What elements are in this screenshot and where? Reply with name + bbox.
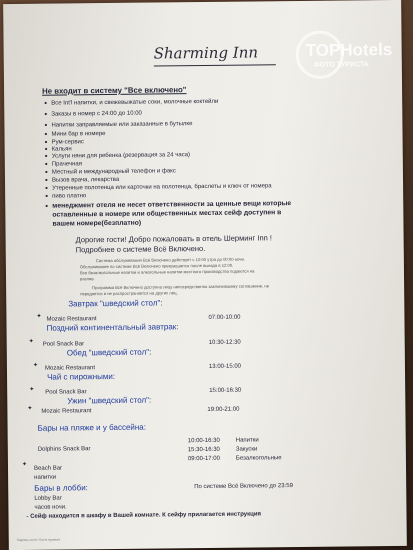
welcome-small-5: Программа Всё Включено доступна лицу непосредственно заключившему соглашение, не — [92, 283, 270, 291]
bullet-icon: • — [44, 98, 48, 108]
bar-time: 09:00-17:00 — [187, 455, 220, 463]
lobby-note: По системе Всё Включено до 23:59 — [194, 483, 293, 491]
list-item: Утеренные полотенца или карточки на полотенца, браслеты и ключ от номера — [52, 183, 272, 192]
bullet-icon: • — [44, 151, 48, 161]
lobby-bar: Lobby Bar — [34, 495, 62, 502]
watermark-brand: TOPHotels — [305, 40, 393, 60]
meal-time: 13:00-15:00 — [208, 363, 242, 370]
bullet-icon: • — [44, 120, 48, 130]
welcome-line2: Подробнее о системе Всё Включено. — [75, 243, 206, 255]
footer-note: Подпись гостя / Guest signature — [16, 537, 61, 542]
bars-title: Бары на пляже и у бассейна: — [37, 422, 146, 433]
bullet-icon: • — [44, 137, 48, 147]
welcome-line1: Дорогие гости! Добро пожаловать в отель Шерминг Inn ! — [75, 233, 273, 245]
bullet-icon: • — [45, 201, 49, 211]
bar-label: Закуски — [235, 446, 258, 453]
meal-title: Завтрак "шведский стол": — [68, 298, 163, 309]
bullet-icon: • — [44, 159, 48, 169]
meal-place: Mozaic Restaurant — [41, 408, 92, 415]
meal-title: Поздний континентальный завтрак: — [46, 322, 179, 333]
welcome-small-1: Система обслуживания Всё Включено действует с 10:00 утра до 00:00 ночи. — [95, 256, 245, 264]
list-item: Напитки заправляемые или заказанные в бутылке — [51, 121, 193, 129]
meal-title: Ужин "шведский стол": — [67, 395, 152, 406]
logo-underline — [154, 64, 276, 66]
meal-time: 19:00-21:00 — [207, 406, 240, 413]
meal-title: Обед "шведский стол": — [66, 347, 152, 358]
list-item: Все Int'l напитки, и свежевыжатые соки, молочные коктейли — [51, 98, 219, 107]
welcome-small-4: разлив. — [80, 276, 95, 282]
beach-bar: Beach Bar — [33, 465, 63, 472]
list-item: Рум-сервис — [51, 139, 84, 146]
list-item: Местный и международный телефон и факс — [51, 168, 176, 176]
bar-label: Напитки — [235, 437, 259, 444]
meal-place: Pool Snack Bar — [42, 341, 85, 348]
welcome-small-6: передается и не распространяется на других лиц. — [80, 290, 178, 297]
list-item: Услуги няни для ребенка (резервация за 24 часа) — [51, 152, 191, 160]
paper-sheet — [3, 0, 407, 550]
list-item: Кальян — [51, 146, 72, 153]
bullet-icon: • — [44, 175, 48, 185]
bar-time: 15:30-16:30 — [187, 446, 220, 454]
pin-icon: ✦ — [29, 386, 35, 393]
not-included-title: Не входит в систему "Все включено" — [42, 85, 187, 96]
bar-time: 10:00-16:30 — [187, 437, 220, 445]
management-note-line3: вашем номере(безплатно) — [52, 219, 142, 228]
meal-time: 15:00-16:30 — [209, 387, 242, 394]
list-item: Мини бар в номере — [51, 131, 106, 138]
bar-label: Безалкогольные — [235, 455, 282, 462]
pin-icon: ✦ — [36, 313, 42, 320]
beach-bar-sub: напитки — [34, 474, 57, 481]
watermark-subtitle: ФОТО ТУРИСТА — [313, 61, 369, 69]
pin-icon: ✦ — [27, 405, 33, 412]
pin-icon: ✦ — [32, 362, 39, 369]
bullet-icon: • — [44, 144, 48, 154]
meal-title: Чай с пирожными: — [47, 371, 116, 382]
meal-time: 10:30-12:30 — [208, 339, 241, 346]
meal-time: 07:00-10:00 — [208, 314, 241, 321]
management-note-line2: оставленные в номере или общественных местах сейф доступен в — [52, 209, 282, 219]
meal-place: Mozaic Restaurant — [44, 365, 96, 372]
list-item: Прачечная — [51, 161, 83, 168]
welcome-small-3: Все безалкогольные напитки и алкогольные напитки местного производства подаются на — [79, 268, 255, 276]
hotel-logo: Sharming Inn — [153, 43, 259, 63]
watermark — [295, 30, 396, 81]
list-item: пиво платно — [52, 193, 87, 200]
lobby-title: Бары в лобби: — [34, 483, 88, 493]
bullet-icon: • — [45, 191, 49, 201]
management-note-line1: менеджмент отеля не несет ответственности за ценные вещи которые — [52, 200, 292, 210]
pin-icon: ✦ — [21, 461, 28, 468]
bullet-icon: • — [44, 129, 48, 139]
meal-place: Pool Snack Bar — [45, 389, 87, 396]
pin-icon: ✦ — [28, 338, 34, 345]
safe-note: - Сейф находится в шкафу в Вашей комнате. К сейфу прилагается инструкция — [26, 511, 262, 520]
list-item: Вызов врача, лекарства — [51, 176, 120, 184]
bullet-icon: • — [45, 183, 48, 193]
welcome-small-2: Обслуживание по системе Всё Включено прекращается после выезда в 12:00. — [79, 262, 234, 270]
bullet-icon: • — [44, 167, 48, 177]
list-item: Заказы в номер с 24:00 до 10:00 — [51, 110, 142, 118]
lobby-bar-sub: часов ночи. — [34, 504, 67, 511]
dolphins-bar: Dolphins Snack Bar — [37, 446, 91, 453]
meal-place: Mozaic Restaurant — [46, 316, 97, 323]
bullet-icon: • — [44, 109, 48, 119]
